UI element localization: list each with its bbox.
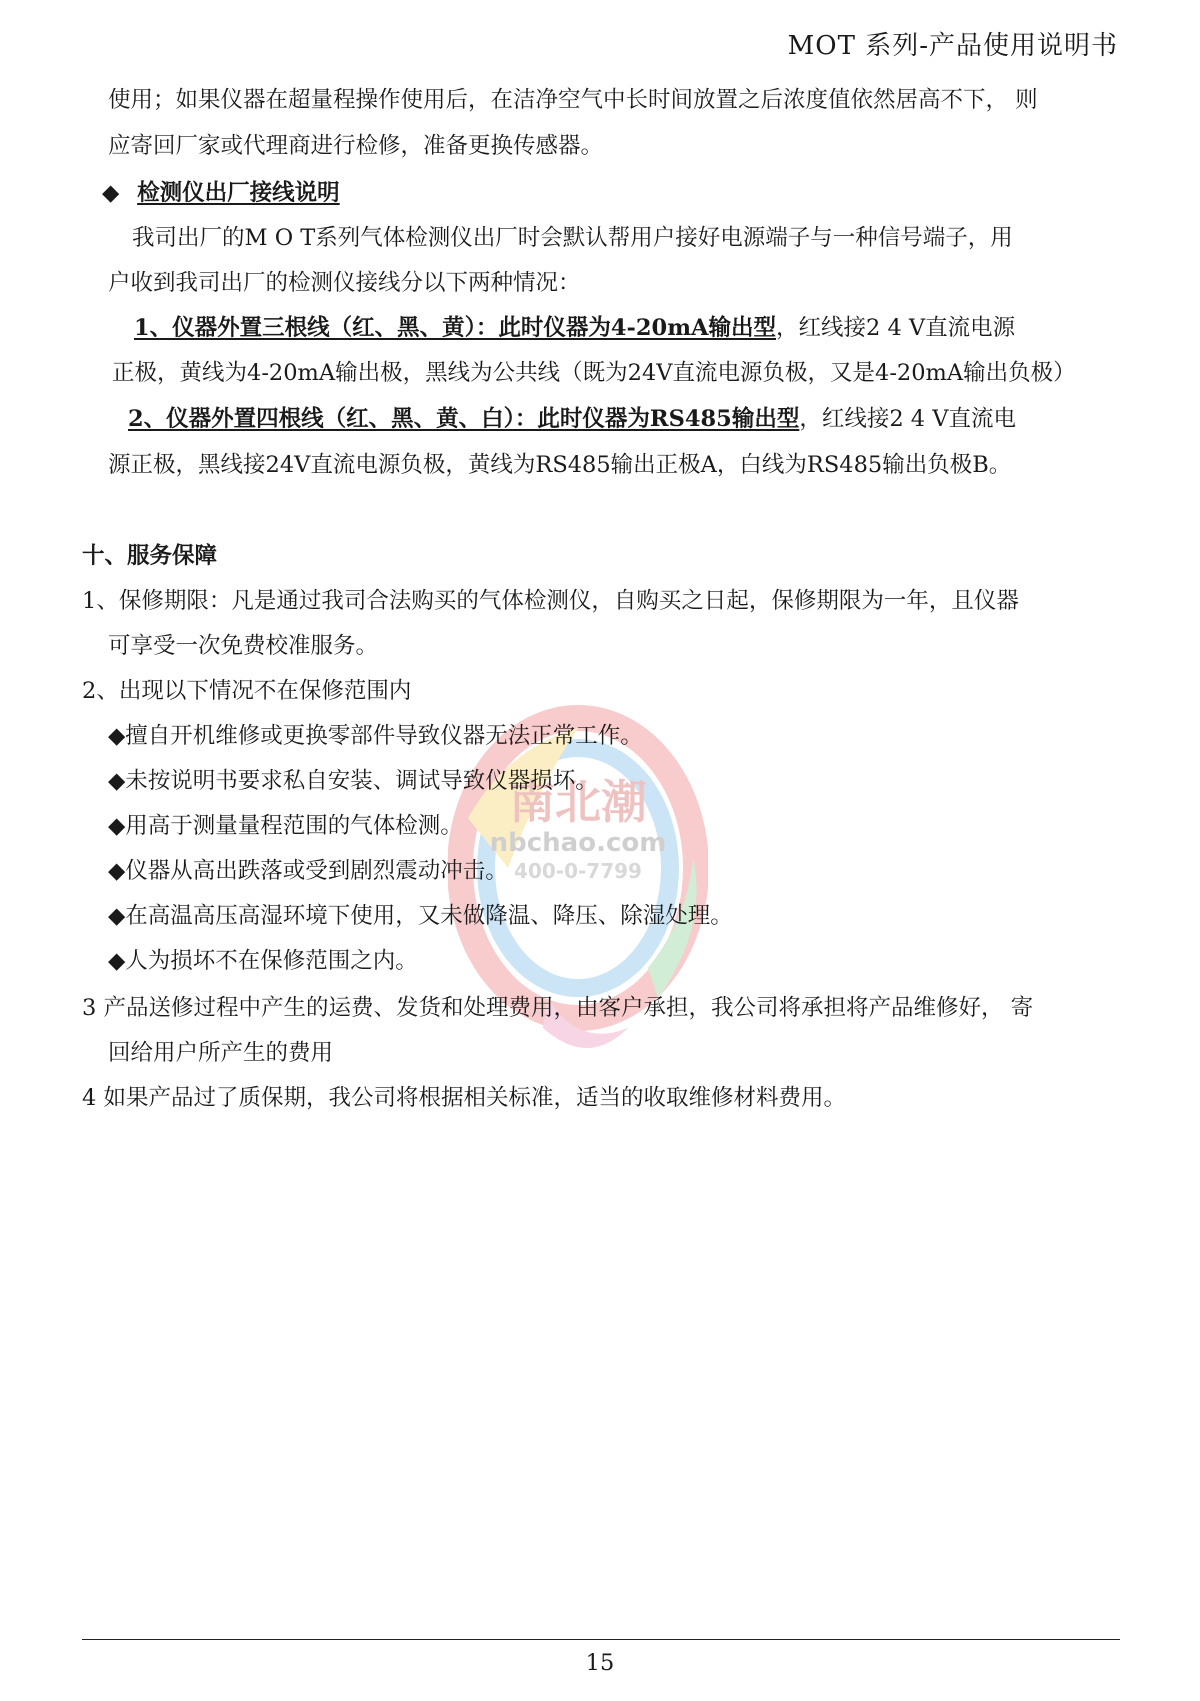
service-item-1-line-2: 可享受一次免费校准服务。 — [108, 633, 379, 659]
wiring-para-line-1: 我司出厂的M O T系列气体检测仪出厂时会默认帮用户接好电源端子与一种信号端子，用 — [132, 225, 1013, 251]
page-number: 15 — [585, 1650, 615, 1676]
watermark-phone: 400-0-7799 — [514, 859, 642, 883]
wiring-case-2 — [128, 403, 1016, 435]
wiring-heading-text: 检测仪出厂接线说明 — [137, 180, 340, 206]
exclusion-item: ◆未按说明书要求私自安装、调试导致仪器损坏。 — [108, 768, 598, 794]
service-heading: 十、服务保障 — [82, 543, 218, 569]
wiring-case-1-rest: ，红线接2 4 V直流电源 — [775, 315, 1016, 341]
wiring-case-2-title: 2、仪器外置四根线（红、黑、黄、白）：此时仪器为RS485输出型 — [128, 406, 800, 432]
intro-line-2: 应寄回厂家或代理商进行检修，准备更换传感器。 — [108, 133, 604, 159]
service-item-3-line-2: 回给用户所产生的费用 — [108, 1040, 334, 1066]
service-item-4: 4 如果产品过了质保期，我公司将根据相关标准，适当的收取维修材料费用。 — [82, 1085, 846, 1111]
footer-divider — [82, 1639, 1120, 1640]
exclusion-item: ◆仪器从高出跌落或受到剧烈震动冲击。 — [108, 858, 508, 884]
exclusion-item: ◆人为损坏不在保修范围之内。 — [108, 948, 418, 974]
page-header-title: MOT 系列-产品使用说明书 — [787, 31, 1118, 61]
wiring-case-2-line-2: 源正极，黑线接24V直流电源负极，黄线为RS485输出正极A，白线为RS485输出负极B。 — [108, 452, 1012, 478]
service-item-3-line-1: 3 产品送修过程中产生的运费、发货和处理费用，由客户承担，我公司将承担将产品维修好， 寄 — [82, 995, 1034, 1021]
wiring-case-1-title: 1、仪器外置三根线（红、黑、黄）：此时仪器为4-20mA输出型 — [134, 315, 776, 341]
watermark-brand: 南北潮 — [509, 775, 647, 829]
wiring-case-1-line-2: 正极，黄线为4-20mA输出极，黑线为公共线（既为24V直流电源负极，又是4-20mA输出负极） — [112, 360, 1076, 386]
diamond-bullet-icon: ◆ — [102, 180, 120, 206]
wiring-heading — [102, 177, 340, 209]
wiring-case-2-rest: ，红线接2 4 V直流电 — [799, 406, 1017, 432]
exclusion-item: ◆在高温高压高湿环境下使用，又未做降温、降压、除湿处理。 — [108, 903, 733, 929]
service-item-1-line-1: 1、保修期限：凡是通过我司合法购买的气体检测仪，自购买之日起，保修期限为一年，且仪器 — [82, 588, 1019, 614]
exclusion-item: ◆擅自开机维修或更换零部件导致仪器无法正常工作。 — [108, 723, 643, 749]
watermark-site: nbchao.com — [489, 828, 667, 858]
exclusion-item: ◆用高于测量量程范围的气体检测。 — [108, 813, 463, 839]
service-item-2: 2、出现以下情况不在保修范围内 — [82, 678, 412, 704]
wiring-para-line-2: 户收到我司出厂的检测仪接线分以下两种情况： — [108, 270, 581, 296]
wiring-case-1 — [134, 312, 1015, 344]
intro-line-1: 使用；如果仪器在超量程操作使用后，在洁净空气中长时间放置之后浓度值依然居高不下， 则 — [108, 87, 1038, 113]
